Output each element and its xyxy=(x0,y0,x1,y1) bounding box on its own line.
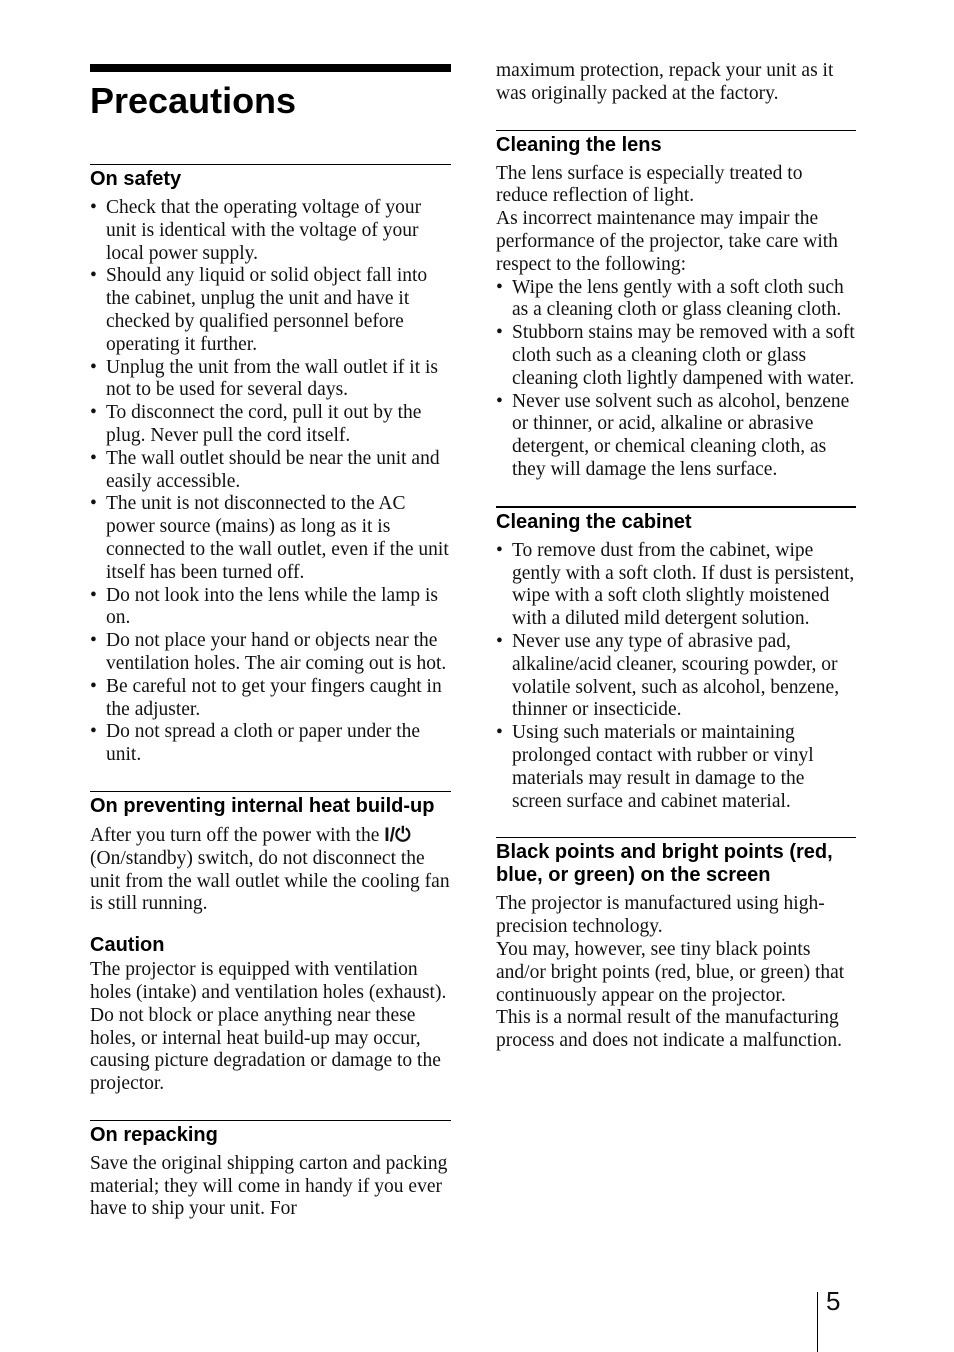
list-item: • The wall outlet should be near the unit and easily accessible. xyxy=(90,448,451,494)
section-points xyxy=(496,837,856,1053)
section-lens xyxy=(496,130,856,482)
repacking-paragraph-part2: maximum protection, repack your unit as it was originally packed at the factory. xyxy=(496,60,834,104)
section-repacking xyxy=(90,1120,451,1221)
cabinet-heading: Cleaning the cabinet xyxy=(496,506,856,534)
heat-paragraph xyxy=(90,824,451,916)
list-item: • Never use solvent such as alcohol, benzene or thinner, or acid, alkaline or abrasive detergent, or chemical cleaning cloth, as they will damage the lens surface. xyxy=(496,391,856,482)
list-item: • To remove dust from the cabinet, wipe gently with a soft cloth. If dust is persistent, wipe with a soft cloth slightly moistened with a diluted mild detergent solution. xyxy=(496,540,856,631)
list-item: • Wipe the lens gently with a soft cloth such as a cleaning cloth or glass cleaning cloth. xyxy=(496,277,856,323)
list-item: • Be careful not to get your fingers caught in the adjuster. xyxy=(90,676,451,722)
title-rule xyxy=(90,64,451,72)
list-item: • Do not look into the lens while the lamp is on. xyxy=(90,585,451,631)
list-item: • Never use any type of abrasive pad, alkaline/acid cleaner, scouring powder, or volatile solvent, such as alcohol, benzene, thinner or insecticide. xyxy=(496,631,856,722)
power-standby-icon: I/⏻ xyxy=(384,823,411,846)
section-cabinet xyxy=(496,506,856,814)
repacking-paragraph-part1: Save the original shipping carton and packing material; they will come in handy if you ever have to ship your unit. For xyxy=(90,1152,448,1220)
list-item: • The unit is not disconnected to the AC power source (mains) as long as it is connected to the wall outlet, even if the unit itself has been turned off. xyxy=(90,493,451,584)
lens-heading: Cleaning the lens xyxy=(496,130,856,157)
list-item: • Do not spread a cloth or paper under the unit. xyxy=(90,721,451,767)
lens-paragraph-1: The lens surface is especially treated to reduce reflection of light. xyxy=(496,162,803,207)
caution-paragraph: The projector is equipped with ventilation holes (intake) and ventilation holes (exhaust). Do not block or place anything near these holes, or internal heat build-up may occur, causing picture degradation or damage to the projector. xyxy=(90,959,447,1095)
heat-heading: On preventing internal heat build-up xyxy=(90,791,451,818)
points-paragraph-2: You may, however, see tiny black points and/or bright points (red, blue, or green) that continuously appear on the projector. xyxy=(496,938,845,1006)
points-paragraph-3: This is a normal result of the manufacturing process and does not indicate a malfunction. xyxy=(496,1007,843,1052)
caution-heading: Caution xyxy=(90,934,165,957)
list-item: • Do not place your hand or objects near the ventilation holes. The air coming out is hot. xyxy=(90,630,451,676)
cabinet-list xyxy=(496,540,856,814)
list-item: • Unplug the unit from the wall outlet if it is not to be used for several days. xyxy=(90,357,451,403)
list-item: • To disconnect the cord, pull it out by the plug. Never pull the cord itself. xyxy=(90,402,451,448)
points-heading: Black points and bright points (red, blue, or green) on the screen xyxy=(496,837,856,887)
page-number: 5 xyxy=(826,1286,841,1316)
page-title: Precautions xyxy=(90,80,297,121)
section-safety xyxy=(90,164,451,767)
lens-paragraph-2: As incorrect maintenance may impair the performance of the projector, take care with respect to the following: xyxy=(496,208,838,275)
list-item: • Stubborn stains may be removed with a soft cloth such as a cleaning cloth or glass cleaning cloth lightly dampened with water. xyxy=(496,322,856,390)
section-heat xyxy=(90,791,451,1096)
left-column xyxy=(90,64,451,1221)
heat-text-before: After you turn off the power with the xyxy=(90,824,385,846)
list-item: • Should any liquid or solid object fall into the cabinet, unplug the unit and have it checked by qualified personnel before operating it further. xyxy=(90,265,451,356)
lens-list xyxy=(496,277,856,482)
list-item: • Using such materials or maintaining prolonged contact with rubber or vinyl materials may result in damage to the screen surface and cabinet material. xyxy=(496,722,856,813)
right-column xyxy=(496,60,856,1053)
safety-list xyxy=(90,197,451,767)
safety-heading: On safety xyxy=(90,164,451,191)
repacking-heading: On repacking xyxy=(90,1120,451,1147)
heat-text-after: (On/standby) switch, do not disconnect the unit from the wall outlet while the cooling fan is still running. xyxy=(90,847,450,915)
page-number-rule xyxy=(817,1292,818,1352)
list-item: • Check that the operating voltage of your unit is identical with the voltage of your local power supply. xyxy=(90,197,451,265)
points-paragraph-1: The projector is manufactured using high-precision technology. xyxy=(496,893,825,938)
